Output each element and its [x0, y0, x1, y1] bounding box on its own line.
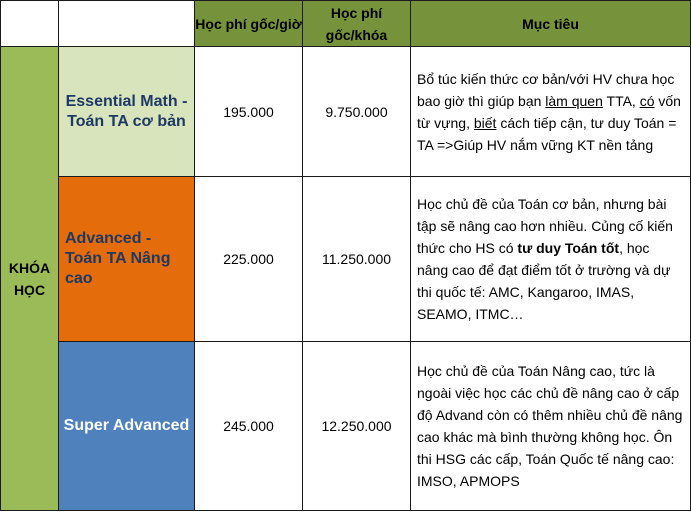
goal-essential: Bổ túc kiến thức cơ bản/với HV chưa học bao giờ thì giúp bạn làm quen TTA, có vốn từ vựng, biết cách tiếp cận, tư duy Toán = TA =>Giúp HV nắm vững KT nền tảng	[411, 47, 691, 177]
course-name-essential: Essential Math - Toán TA cơ bản	[59, 47, 195, 177]
price-hour-super: 245.000	[195, 342, 303, 511]
price-course-essential: 9.750.000	[303, 47, 411, 177]
header-price-course: Học phí gốc/khóa	[303, 1, 411, 47]
goal-super: Học chủ đề của Toán Nâng cao, tức là ngoài việc học các chủ đề nâng cao ở cấp độ Advand còn có thêm nhiều chủ đề nâng cao khác mà bình thường không học. Ôn thi HSG các cấp, Toán Quốc tế nâng cao: IMSO, APMOPS	[411, 342, 691, 511]
table-row-essential	[1, 47, 691, 177]
price-hour-advanced: 225.000	[195, 177, 303, 342]
side-label-khoa-hoc: KHÓA HỌC	[1, 47, 59, 511]
header-row	[1, 1, 691, 47]
header-price-hour: Học phí gốc/giờ	[195, 1, 303, 47]
table-row-advanced	[1, 177, 691, 342]
header-blank-cell	[59, 1, 195, 47]
price-course-super: 12.250.000	[303, 342, 411, 511]
goal-advanced: Học chủ đề của Toán cơ bản, nhưng bài tập sẽ nâng cao hơn nhiều. Củng cố kiến thức cho HS có tư duy Toán tốt, học nâng cao để đạt điểm tốt ở trường và dự thi quốc tế: AMC, Kangaroo, IMAS, SEAMO, ITMC…	[411, 177, 691, 342]
course-name-super: Super Advanced	[59, 342, 195, 511]
header-blank-cell	[1, 1, 59, 47]
price-course-advanced: 11.250.000	[303, 177, 411, 342]
course-name-advanced: Advanced - Toán TA Nâng cao	[59, 177, 195, 342]
header-goal: Mục tiêu	[411, 1, 691, 47]
table-row-super	[1, 342, 691, 511]
price-hour-essential: 195.000	[195, 47, 303, 177]
